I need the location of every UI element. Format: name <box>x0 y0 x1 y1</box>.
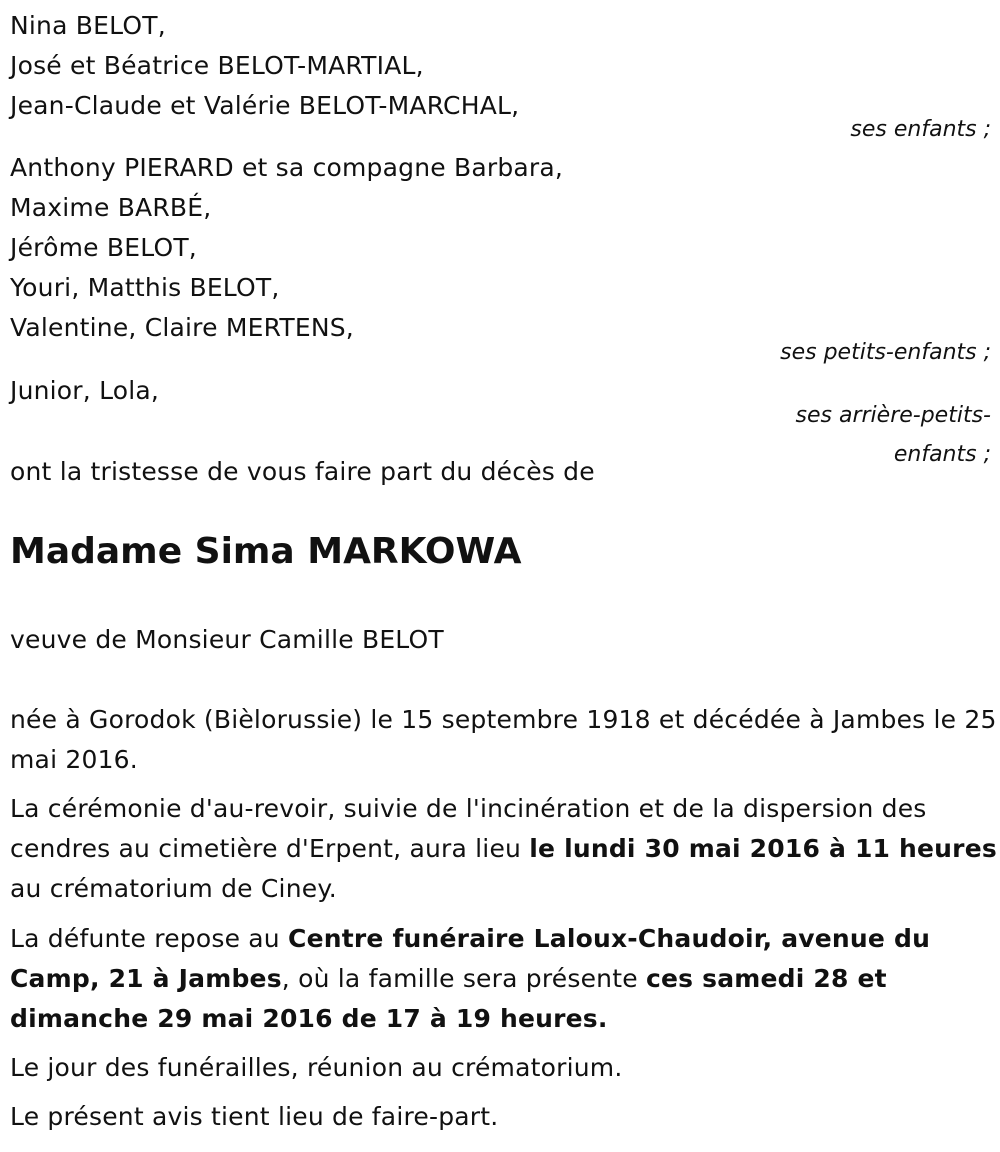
great-grandchildren-role-line1: ses arrière-petits- <box>795 403 991 428</box>
grandchildren-role: ses petits-enfants ; <box>780 340 991 365</box>
great-grandchildren-role-line2: enfants ; <box>893 442 991 467</box>
children-name: Nina BELOT, <box>10 11 166 40</box>
visitation-dates: ces samedi 28 et dimanche 29 mai 2016 de 17 à 19 heures. <box>10 964 887 1033</box>
ceremony-text-before: La cérémonie d'au-revoir, suivie de l'incinération et de la dispersion des cendres au cimetière d'Erpent, aura lieu <box>10 794 927 863</box>
children-name: Jean-Claude et Valérie BELOT-MARCHAL, <box>10 91 520 120</box>
grandchildren-name: Jérôme BELOT, <box>10 233 197 262</box>
children-name: José et Béatrice BELOT-MARTIAL, <box>10 51 424 80</box>
grandchildren-name: Anthony PIERARD et sa compagne Barbara, <box>10 153 564 182</box>
birth-death-text: née à Gorodok (Bièlorussie) le 15 septembre 1918 et décédée à Jambes le 25 mai 2016. <box>10 705 997 774</box>
deceased-name: Madame Sima MARKOWA <box>10 531 522 572</box>
visitation-text-2: , où la famille sera présente <box>281 964 646 993</box>
visitation-text-1: La défunte repose au <box>10 924 289 953</box>
visitation-paragraph <box>10 919 1000 1039</box>
funeral-day-text: Le jour des funérailles, réunion au crématorium. <box>10 1053 623 1082</box>
grandchildren-name: Youri, Matthis BELOT, <box>10 273 280 302</box>
ceremony-text-after: au crématorium de Ciney. <box>10 874 337 903</box>
children-role: ses enfants ; <box>850 117 991 142</box>
great-grandchildren-name: Junior, Lola, <box>10 376 160 405</box>
notice-text: Le présent avis tient lieu de faire-part. <box>10 1102 499 1131</box>
grandchildren-name: Maxime BARBÉ, <box>10 193 212 222</box>
widow-of-text: veuve de Monsieur Camille BELOT <box>10 625 444 654</box>
visitation-location: Centre funéraire Laloux-Chaudoir, avenue du Camp, 21 à Jambes <box>10 924 931 993</box>
grandchildren-name: Valentine, Claire MERTENS, <box>10 313 354 342</box>
ceremony-date: le lundi 30 mai 2016 à 11 heures <box>529 834 997 863</box>
announcement-text: ont la tristesse de vous faire part du décès de <box>10 457 595 486</box>
ceremony-paragraph <box>10 789 1000 909</box>
